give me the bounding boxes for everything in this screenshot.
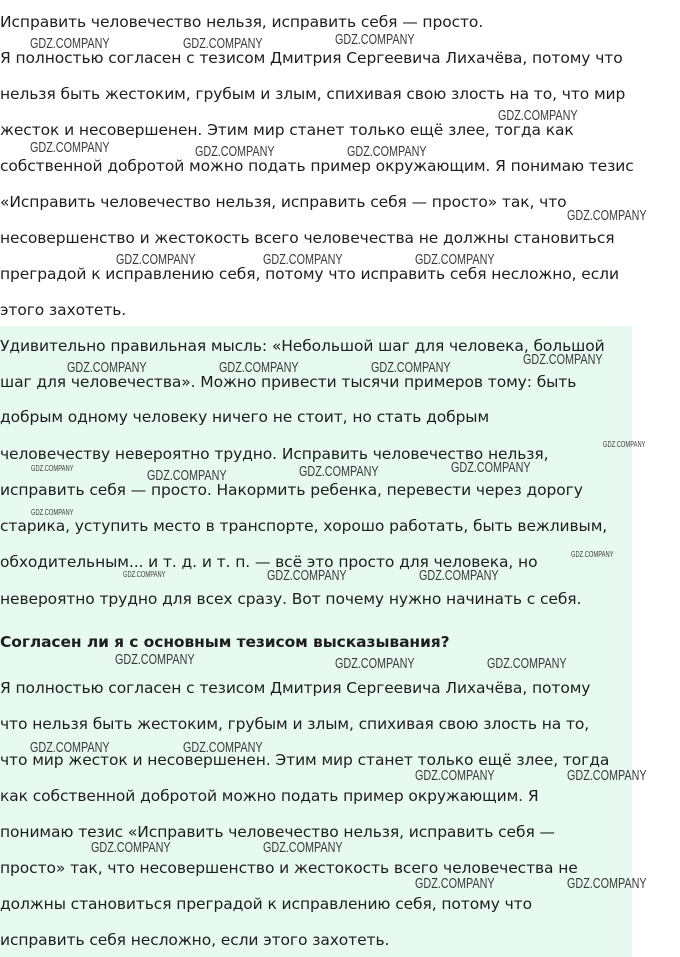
text-line: старика, уступить место в транспорте, хорошо работать, быть вежливым, (0, 517, 608, 535)
watermark: GDZ.COMPANY (335, 31, 415, 48)
watermark: GDZ.COMPANY (30, 139, 110, 156)
text-line: обходительным... и т. д. и т. п. — всё это просто для человека, но (0, 553, 538, 571)
watermark: GDZ.COMPANY (335, 655, 415, 672)
text-line: нельзя быть жестоким, грубым и злым, спихивая свою злость на то, что мир (0, 85, 626, 103)
text-line: Удивительно правильная мысль: «Небольшой шаг для человека, большой (0, 337, 605, 355)
watermark: GDZ.COMPANY (263, 251, 343, 268)
text-line: Я полностью согласен с тезисом Дмитрия Сергеевича Лихачёва, потому (0, 679, 591, 697)
watermark: GDZ.COMPANY (183, 35, 263, 52)
text-line: человечеству невероятно трудно. Исправить человечество нельзя, (0, 445, 549, 463)
watermark: GDZ.COMPANY (147, 467, 227, 484)
text-line: собственной добротой можно подать пример окружающим. Я понимаю тезис (0, 157, 634, 175)
watermark: GDZ.COMPANY (115, 651, 195, 668)
watermark: GDZ.COMPANY (567, 875, 647, 892)
watermark: GDZ.COMPANY (371, 359, 451, 376)
watermark: GDZ.COMPANY (415, 875, 495, 892)
text-line: этого захотеть. (0, 301, 127, 319)
text-line: преградой к исправлению себя, потому что исправить себя несложно, если (0, 265, 619, 283)
watermark: GDZ.COMPANY (571, 550, 614, 559)
watermark: GDZ.COMPANY (523, 351, 603, 368)
text-line: просто» так, что несовершенство и жестокость всего человечества не (0, 859, 578, 877)
watermark: GDZ.COMPANY (299, 463, 379, 480)
text-line: что мир жесток и несовершенен. Этим мир станет только ещё злее, тогда (0, 751, 610, 769)
watermark: GDZ.COMPANY (451, 459, 531, 476)
text-line: Я полностью согласен с тезисом Дмитрия Сергеевича Лихачёва, потому что (0, 49, 623, 67)
text-line: как собственной добротой можно подать пример окружающим. Я (0, 787, 539, 805)
watermark: GDZ.COMPANY (195, 143, 275, 160)
watermark: GDZ.COMPANY (263, 839, 343, 856)
text-line: несовершенство и жестокость всего человечества не должны становиться (0, 229, 615, 247)
text-line: что нельзя быть жестоким, грубым и злым, спихивая свою злость на то, (0, 715, 590, 733)
text-line: невероятно трудно для всех сразу. Вот почему нужно начинать с себя. (0, 590, 582, 608)
text-line: добрым одному человеку ничего не стоит, но стать добрым (0, 408, 490, 426)
text-line: жесток и несовершенен. Этим мир станет только ещё злее, тогда как (0, 121, 574, 139)
watermark: GDZ.COMPANY (498, 107, 578, 124)
watermark: GDZ.COMPANY (67, 359, 147, 376)
text-line: исправить себя — просто. Накормить ребенка, перевести через дорогу (0, 481, 583, 499)
watermark: GDZ.COMPANY (567, 207, 647, 224)
text-line: Исправить человечество нельзя, исправить себя — просто. (0, 13, 484, 31)
watermark: GDZ.COMPANY (30, 35, 110, 52)
watermark: GDZ.COMPANY (31, 464, 74, 473)
watermark: GDZ.COMPANY (487, 655, 567, 672)
watermark: GDZ.COMPANY (603, 440, 646, 449)
watermark: GDZ.COMPANY (31, 508, 74, 517)
watermark: GDZ.COMPANY (123, 570, 166, 579)
text-line: шаг для человечества». Можно привести тысячи примеров тому: быть (0, 373, 577, 391)
watermark: GDZ.COMPANY (415, 767, 495, 784)
watermark: GDZ.COMPANY (267, 567, 347, 584)
section-heading: Согласен ли я с основным тезисом высказывания? (0, 633, 450, 651)
watermark: GDZ.COMPANY (219, 359, 299, 376)
watermark: GDZ.COMPANY (567, 767, 647, 784)
watermark: GDZ.COMPANY (415, 251, 495, 268)
watermark: GDZ.COMPANY (30, 739, 110, 756)
watermark: GDZ.COMPANY (347, 143, 427, 160)
watermark: GDZ.COMPANY (183, 739, 263, 756)
watermark: GDZ.COMPANY (419, 567, 499, 584)
text-line: понимаю тезис «Исправить человечество нельзя, исправить себя — (0, 823, 555, 841)
text-line: исправить себя несложно, если этого захотеть. (0, 931, 390, 949)
watermark: GDZ.COMPANY (91, 839, 171, 856)
text-line: должны становиться преградой к исправлению себя, потому что (0, 895, 532, 913)
text-line: «Исправить человечество нельзя, исправить себя — просто» так, что (0, 193, 567, 211)
watermark: GDZ.COMPANY (116, 251, 196, 268)
